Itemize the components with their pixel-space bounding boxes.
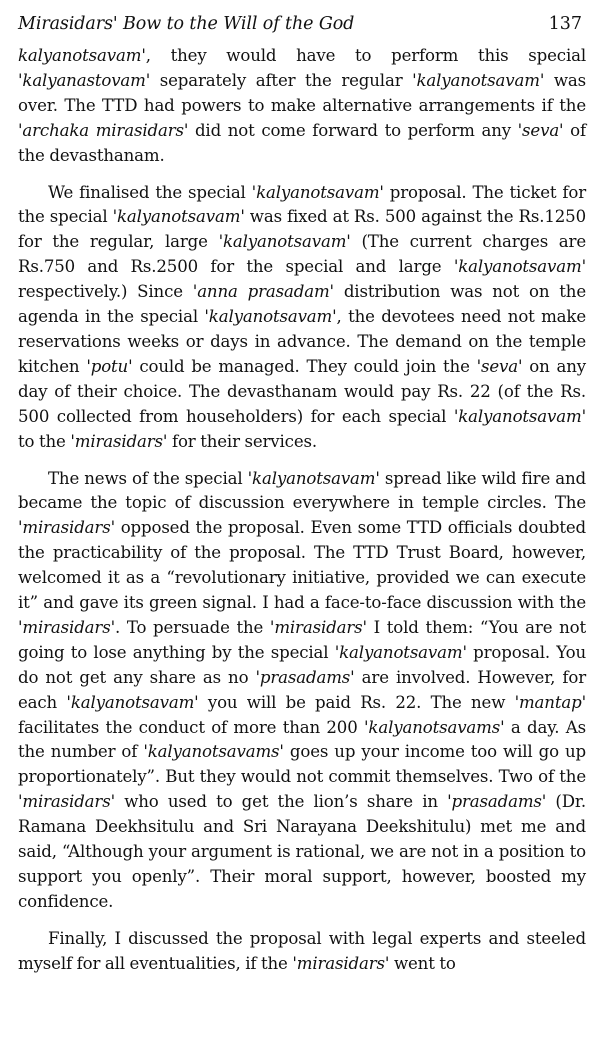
text-run: The news of the special xyxy=(48,468,248,488)
italic-term: 'prasadams' xyxy=(255,667,355,687)
text-run: We finalised the special xyxy=(48,182,252,202)
italic-term: 'mirasidars' xyxy=(269,617,367,637)
text-run: proposal. You do not get any share as no xyxy=(18,642,586,687)
italic-term: 'kalyanastovam' xyxy=(18,70,151,90)
italic-term: 'mirasidars' xyxy=(18,518,115,538)
italic-term: kalyanotsavam' xyxy=(18,46,146,65)
text-run: , the devotees need not make reservations weeks or days in advance. The demand on the temple kitchen xyxy=(18,307,586,376)
text-run: to the xyxy=(18,431,71,451)
body-text xyxy=(18,44,586,977)
italic-term: 'mirasidars' xyxy=(70,431,168,451)
text-run: went to xyxy=(389,953,456,973)
text-run: distribution was not on the agenda in the special xyxy=(18,282,586,327)
italic-term: 'mirasidars' xyxy=(292,953,390,973)
text-run: are involved. However, for each xyxy=(18,667,586,712)
text-run: I told them: “You are not going to lose anything by the special xyxy=(18,617,586,662)
text-run: you will be paid Rs. 22. The new xyxy=(198,692,515,712)
text-run: (The current charges are Rs.750 and Rs.2500 for the special and large xyxy=(18,232,586,277)
text-run: did not come forward to perform any xyxy=(188,120,518,140)
italic-term: 'kalyanotsavams' xyxy=(143,742,284,762)
text-run: separately after the regular xyxy=(150,70,413,90)
text-run: could be managed. They could join the xyxy=(132,356,477,376)
text-run: facilitates the conduct of more than 200 xyxy=(18,717,365,737)
italic-term: 'kalyanotsavam' xyxy=(204,307,337,327)
italic-term: 'kalyanotsavam' xyxy=(218,232,351,252)
italic-term: 'potu' xyxy=(86,356,133,376)
text-run: for their services. xyxy=(167,431,317,451)
text-run: goes up your income too will go up proportionately”. But they would not commit themselves. Two of the xyxy=(18,742,587,787)
italic-term: 'mirasidars' xyxy=(18,792,115,812)
text-run: , they would have to perform this special xyxy=(145,46,586,65)
italic-term: 'kalyanotsavam' xyxy=(66,692,199,712)
text-run: was over. The TTD had powers to make alternative arrangements if the xyxy=(18,70,586,115)
italic-term: 'kalyanotsavams' xyxy=(364,717,505,737)
paragraph xyxy=(18,44,586,169)
italic-term: 'mantap' xyxy=(514,692,586,712)
text-run: on any day of their choice. The devasthanam would pay Rs. 22 (of the Rs. 500 collected from householders) for each special xyxy=(18,356,586,426)
running-header xyxy=(18,14,586,44)
text-run: proposal. The ticket for the special xyxy=(18,182,587,227)
italic-term: 'anna prasadam' xyxy=(192,282,334,302)
text-run: opposed the proposal. Even some TTD officials doubted the practicability of the proposal. The TTD Trust Board, however, welcomed it as a “revolutionary initiative, provided we can execute it” and gave its green signal. I had a face-to-face discussion with the xyxy=(18,518,586,613)
italic-term: 'mirasidars' xyxy=(18,617,115,637)
paragraph xyxy=(18,181,586,455)
paragraph xyxy=(18,927,586,977)
italic-term: 'seva' xyxy=(476,356,523,376)
italic-term: 'archaka mirasidars' xyxy=(18,120,189,140)
italic-term: 'prasadams' xyxy=(447,792,547,812)
italic-term: 'kalyanotsavam' xyxy=(247,468,380,488)
text-run: spread like wild fire and became the topic of discussion everywhere in temple circles. The xyxy=(18,468,586,513)
text-run: of the devasthanam. xyxy=(18,120,586,165)
italic-term: 'kalyanotsavam' xyxy=(453,257,586,277)
italic-term: 'seva' xyxy=(517,120,564,140)
italic-term: 'kalyanotsavam' xyxy=(453,406,586,426)
text-run: . To persuade the xyxy=(114,617,270,637)
text-run: a day. As the number of xyxy=(18,717,586,762)
italic-term: 'kalyanotsavam' xyxy=(112,207,245,227)
text-run: (Dr. Ramana Deekhsitulu and Sri Narayana Deekshitulu) met me and said, “Although your argument is rational, we are not in a position to support you openly”. Their moral support, however, boosted my confidence. xyxy=(18,792,586,911)
page-number: 137 xyxy=(548,14,582,34)
italic-term: 'kalyanotsavam' xyxy=(251,182,384,202)
text-run: Finally, I discussed the proposal with legal experts and steeled myself for all eventualities, if the xyxy=(18,928,586,973)
italic-term: 'kalyanotsavam' xyxy=(412,70,545,90)
text-run: who used to get the lion’s share in xyxy=(114,792,448,812)
text-run: was fixed at Rs. 500 against the Rs.1250 for the regular, large xyxy=(18,207,586,252)
italic-term: 'kalyanotsavam' xyxy=(334,642,467,662)
text-run: respectively.) Since xyxy=(18,282,193,302)
paragraph xyxy=(18,467,586,915)
running-title: Mirasidars' Bow to the Will of the God xyxy=(18,14,355,34)
